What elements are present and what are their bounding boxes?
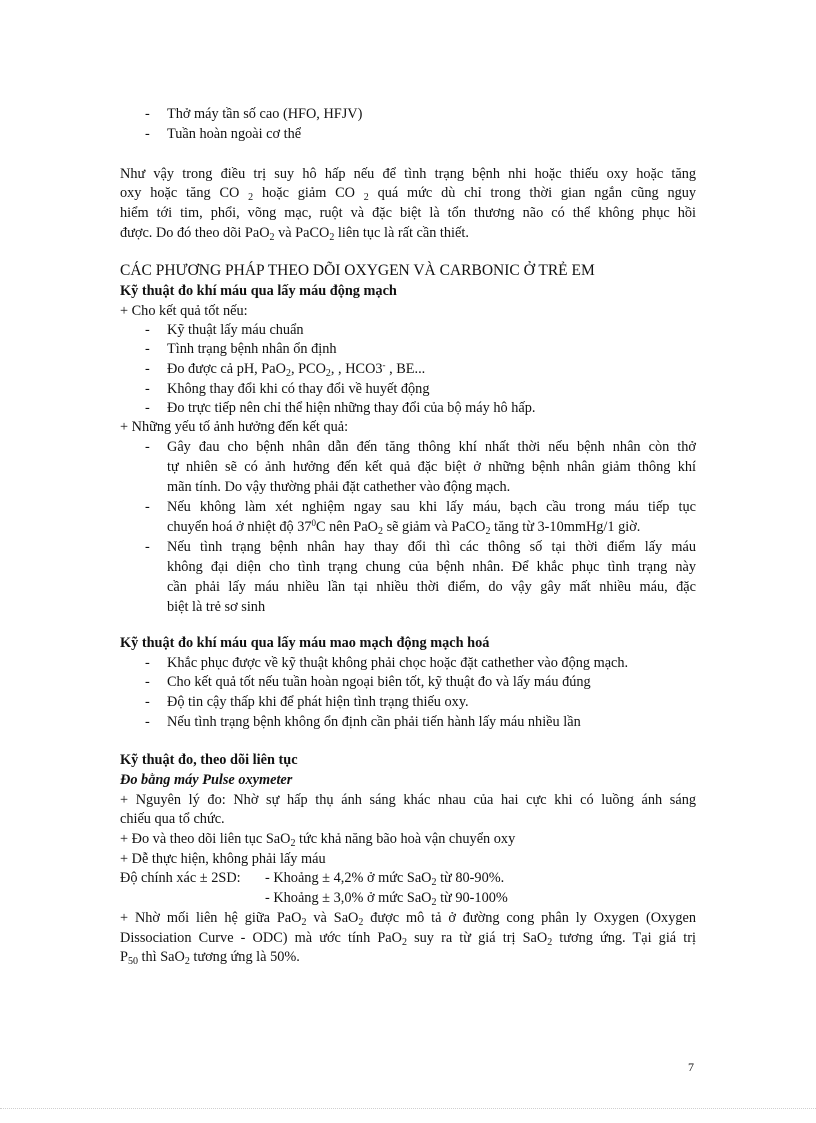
s3-p4-line3: $P_{50}$ thì SaO$_2$ tương ứng là 50%. <box>120 949 300 967</box>
bullet-dash: - <box>145 655 150 671</box>
s1-bullet-3: Đo được cả pH, PaO$_2$, $PCO_2$, , HCO3- , BE... <box>167 360 426 379</box>
s1-factor3-line4: biệt là trẻ sơ sinh <box>167 599 266 615</box>
bullet-dash: - <box>145 106 150 122</box>
para1-line2: oxy hoặc tăng CO $_2$ hoặc giảm CO $_2$ quá mức dù chỉ trong thời gian ngắn cũng nguy <box>120 185 697 203</box>
s1-factor2-line2: chuyển hoá ở nhiệt độ $37^0C$ nên PaO$_2$ sẽ giảm và PaCO$_2$ tăng từ 3-10mmHg/1 giờ. <box>167 518 641 537</box>
bullet-dash: - <box>145 341 150 357</box>
intro-bullet-2: Tuần hoàn ngoài cơ thể <box>167 126 302 142</box>
bullet-dash: - <box>145 126 150 142</box>
s3-accuracy-label: Độ chính xác ± 2SD: <box>120 870 241 886</box>
s3-p1-line1: + Nguyên lý đo: Nhờ sự hấp thụ ánh sáng khác nhau của hai cực khi có luồng ánh sáng <box>120 792 696 808</box>
s2-bullet-2: Cho kết quả tốt nếu tuần hoàn ngoại biên tốt, kỹ thuật đo và lấy máu đúng <box>167 674 591 690</box>
s3-p4-line2: Dissociation Curve - ODC) mà ước tính PaO$_2$ suy ra từ giá trị SaO$_2$ tương ứng. Tại giá trị <box>120 930 696 948</box>
s1-factor3-line3: cần phải lấy máu nhiều lần tại nhiều thời điểm, do vậy gây mất nhiều máu, đặc <box>167 579 696 595</box>
s2-bullet-3: Độ tin cậy thấp khi để phát hiện tình trạng thiếu oxy. <box>167 694 469 710</box>
bullet-dash: - <box>145 381 150 397</box>
s3-accuracy-2: - Khoảng ± 3,0% ở mức SaO$_2$ từ 90-100% <box>265 890 508 908</box>
bullet-dash: - <box>145 694 150 710</box>
bullet-dash: - <box>145 361 150 377</box>
s3-accuracy-1: - Khoảng ± 4,2% ở mức SaO$_2$ từ 80-90%. <box>265 870 505 888</box>
intro-bullet-1: Thở máy tần số cao (HFO, HFJV) <box>167 106 363 122</box>
s1-bullet-4: Không thay đổi khi có thay đổi về huyết động <box>167 381 430 397</box>
para1-line4: được. Do đó theo dõi PaO$_2$ và PaCO$_2$ liên tục là rất cần thiết. <box>120 225 469 243</box>
s1-bullet-1: Kỹ thuật lấy máu chuẩn <box>167 322 304 338</box>
s1-plus2: + Những yếu tố ảnh hưởng đến kết quả: <box>120 419 349 435</box>
s1-factor1-line1: Gây đau cho bệnh nhân dẫn đến tăng thông khí nhất thời nếu bệnh nhân còn thở <box>167 439 696 455</box>
s2-bullet-1: Khắc phục được về kỹ thuật không phải chọc hoặc đặt cathether vào động mạch. <box>167 655 629 671</box>
page-bottom-rule <box>0 1108 816 1109</box>
s2-title: Kỹ thuật đo khí máu qua lấy máu mao mạch động mạch hoá <box>120 635 490 651</box>
s3-p4-line1: + Nhờ mối liên hệ giữa PaO$_2$ và SaO$_2$ được mô tả ở đường cong phân ly Oxygen (Oxygen <box>120 910 696 928</box>
s1-bullet-2: Tình trạng bệnh nhân ổn định <box>167 341 337 357</box>
s1-factor1-line3: mãn tính. Do vậy thường phải đặt cathether vào động mạch. <box>167 479 511 495</box>
bullet-dash: - <box>145 714 150 730</box>
s3-subtitle: Đo bằng máy Pulse oxymeter <box>120 772 293 788</box>
s1-factor3-line1: Nếu tình trạng bệnh nhân hay thay đổi thì các thông số tại thời điểm lấy máu <box>167 539 696 555</box>
s1-factor3-line2: không đại diện cho tình trạng chung của bệnh nhân. Để khắc phục tình trạng này <box>167 559 696 575</box>
s1-factor2-line1: Nếu không làm xét nghiệm ngay sau khi lấy máu, bạch cầu trong máu tiếp tục <box>167 499 696 515</box>
bullet-dash: - <box>145 439 150 455</box>
s1-factor1-line2: tự nhiên sẽ có ảnh hưởng đến kết quả đặc biệt ở những bệnh nhân giảm thông khí <box>167 459 696 475</box>
page-number: 7 <box>688 1060 694 1074</box>
s1-bullet-5: Đo trực tiếp nên chỉ thể hiện những thay đổi của bộ máy hô hấp. <box>167 400 536 416</box>
bullet-dash: - <box>145 674 150 690</box>
s3-title: Kỹ thuật đo, theo dõi liên tục <box>120 752 298 768</box>
s3-p2: + Đo và theo dõi liên tục SaO$_2$ tức khả năng bão hoà vận chuyển oxy <box>120 831 516 849</box>
bullet-dash: - <box>145 322 150 338</box>
bullet-dash: - <box>145 499 150 515</box>
bullet-dash: - <box>145 400 150 416</box>
bullet-dash: - <box>145 539 150 555</box>
s1-plus1: + Cho kết quả tốt nếu: <box>120 303 248 319</box>
s3-p3: + Dễ thực hiện, không phải lấy máu <box>120 851 326 867</box>
para1-line3: hiểm tới tim, phổi, võng mạc, ruột và đặc biệt là tổn thương não có thể không phục hồi <box>120 205 696 221</box>
s3-p1-line2: chiếu qua tổ chức. <box>120 811 225 827</box>
s1-title: Kỹ thuật đo khí máu qua lấy máu động mạch <box>120 283 397 299</box>
section-heading: CÁC PHƯƠNG PHÁP THEO DÕI OXYGEN VÀ CARBONIC Ở TRẺ EM <box>120 262 595 279</box>
s2-bullet-4: Nếu tình trạng bệnh không ổn định cần phải tiến hành lấy máu nhiều lần <box>167 714 581 730</box>
para1-line1: Như vậy trong điều trị suy hô hấp nếu để tình trạng bệnh nhi hoặc thiếu oxy hoặc tăng <box>120 166 696 182</box>
